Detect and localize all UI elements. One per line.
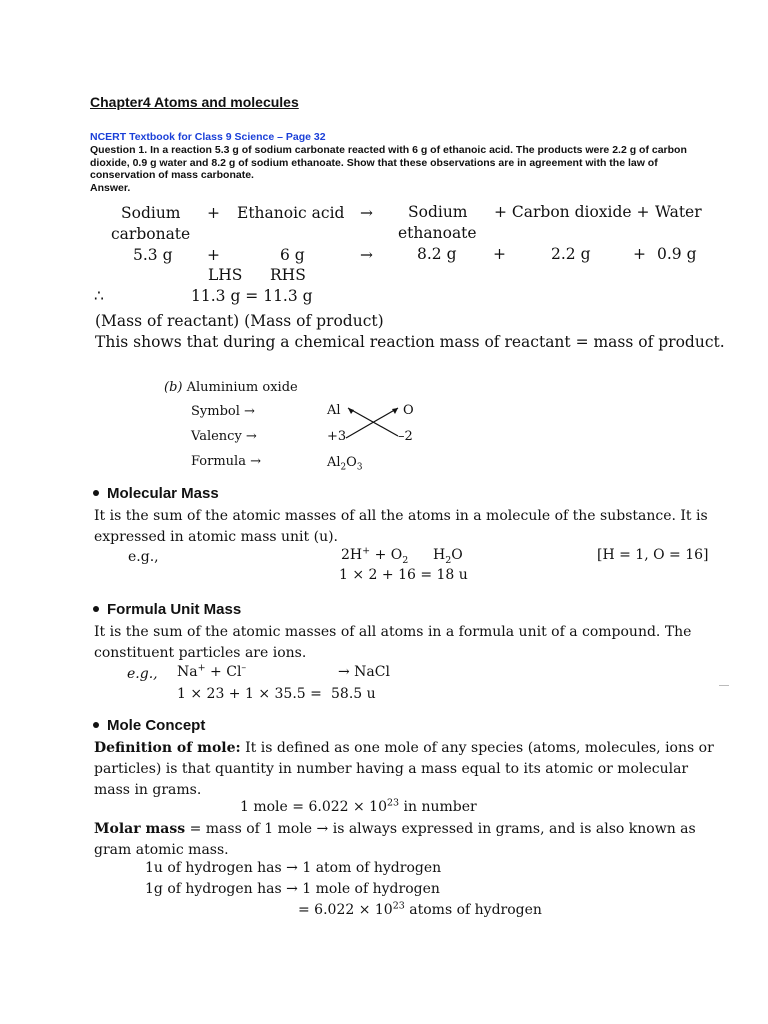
formula-unit-result: 58.5 u: [331, 686, 376, 702]
source-reference: NCERT Textbook for Class 9 Science – Page 32: [90, 131, 326, 143]
rhs-label: RHS: [270, 266, 306, 284]
plus-sign: +: [207, 204, 220, 222]
example-label: e.g.,: [128, 549, 159, 565]
molecular-mass-definition: It is the sum of the atomic masses of all the atoms in a molecule of the substance. It is expressed in atomic mass unit (u).: [94, 508, 708, 545]
hydrogen-atoms-count: = $6.022 \times 10^{23}$ atoms of hydrogen: [298, 900, 542, 918]
atomic-mass-given: [H = 1, O = 16]: [597, 547, 709, 563]
mass-sodium-carbonate: 5.3 g: [133, 246, 173, 264]
product-water: Water: [655, 203, 702, 221]
reactant-ethanoic-acid: Ethanoic acid: [237, 204, 345, 222]
chapter-title: Chapter4 Atoms and molecules: [90, 94, 299, 110]
question-text: [90, 144, 690, 194]
question-body: Question 1. In a reaction 5.3 g of sodium carbonate reacted with 6 g of ethanoic acid. The products were 2.2 g of carbon dioxide, 0.9 g water and 8.2 g of sodium ethanoate. Show that these observations are in agreement with the law of conservation of mass carbonate.: [90, 144, 687, 181]
plus-sign: +: [493, 245, 506, 263]
symbol-al: Al: [327, 403, 341, 418]
compound-name: Aluminium oxide: [186, 380, 298, 395]
valency-crossover-arrows: [342, 400, 404, 440]
water-reaction: $2H^+ + O_2$: [341, 545, 409, 566]
hydrogen-mole-line: 1g of hydrogen has → 1 mole of hydrogen: [145, 881, 440, 897]
symbol-label: Symbol →: [191, 404, 255, 419]
valency-label: Valency →: [191, 429, 257, 444]
water-formula: $H_2O$: [433, 547, 463, 566]
mole-definition: Definition of mole: It is defined as one mole of any species (atoms, molecules, ions or particles) is that quantity in number having a mass equal to its atomic or molecular mass in grams.: [94, 740, 714, 798]
mass-ethanoic-acid: 6 g: [280, 246, 305, 264]
mole-concept-heading: Mole Concept: [93, 717, 205, 734]
formula-unit-calculation: 1 × 23 + 1 × 35.5 =: [177, 686, 322, 702]
mole-equation: 1 mole = $6.022 \times 10^{23}$ in number: [240, 797, 477, 815]
molecular-mass-heading: Molecular Mass: [93, 485, 219, 502]
scan-mark: [719, 685, 729, 686]
reaction-arrow: →: [360, 246, 373, 264]
nacl-product: → NaCl: [338, 664, 390, 680]
formula-al2o3: $Al_2O_3$: [327, 455, 363, 473]
mass-total: 11.3 g = 11.3 g: [191, 287, 313, 305]
mass-labels: (Mass of reactant) (Mass of product): [95, 312, 384, 330]
valency-o: –2: [398, 429, 413, 444]
hydrogen-atom-line: 1u of hydrogen has → 1 atom of hydrogen: [145, 860, 442, 876]
product-sodium: Sodium: [408, 203, 468, 221]
valency-al: +3: [327, 429, 347, 444]
product-ethanoate: ethanoate: [398, 224, 477, 242]
part-label: (b): [164, 380, 183, 395]
formula-unit-mass-heading: Formula Unit Mass: [93, 601, 241, 618]
mass-carbon-dioxide: 2.2 g: [551, 245, 591, 263]
reaction-arrow: →: [360, 204, 373, 222]
lhs-label: LHS: [208, 266, 243, 284]
reactant-sodium: Sodium: [121, 204, 181, 222]
answer-label: Answer.: [90, 181, 131, 194]
plus-sign: +: [207, 246, 220, 264]
formula-label: Formula →: [191, 454, 261, 469]
symbol-o: O: [403, 403, 414, 418]
therefore-symbol: ∴: [94, 287, 104, 305]
ions-reactants: Na+ + Cl–: [177, 662, 247, 680]
molecular-mass-calculation: 1 × 2 + 16 = 18 u: [339, 567, 468, 583]
reactant-carbonate: carbonate: [111, 225, 191, 243]
mass-water: 0.9 g: [657, 245, 697, 263]
plus-sign: +: [633, 245, 646, 263]
mass-sodium-ethanoate: 8.2 g: [417, 245, 457, 263]
molar-mass-definition: Molar mass = mass of 1 mole → is always expressed in grams, and is also known as gram atomic mass.: [94, 821, 696, 858]
formula-unit-mass-definition: It is the sum of the atomic masses of all atoms in a formula unit of a compound. The constituent particles are ions.: [94, 624, 692, 661]
example-label: e.g.,: [127, 666, 158, 682]
product-carbon-dioxide: + Carbon dioxide +: [494, 203, 650, 221]
conservation-conclusion: This shows that during a chemical reaction mass of reactant = mass of product.: [95, 333, 725, 351]
